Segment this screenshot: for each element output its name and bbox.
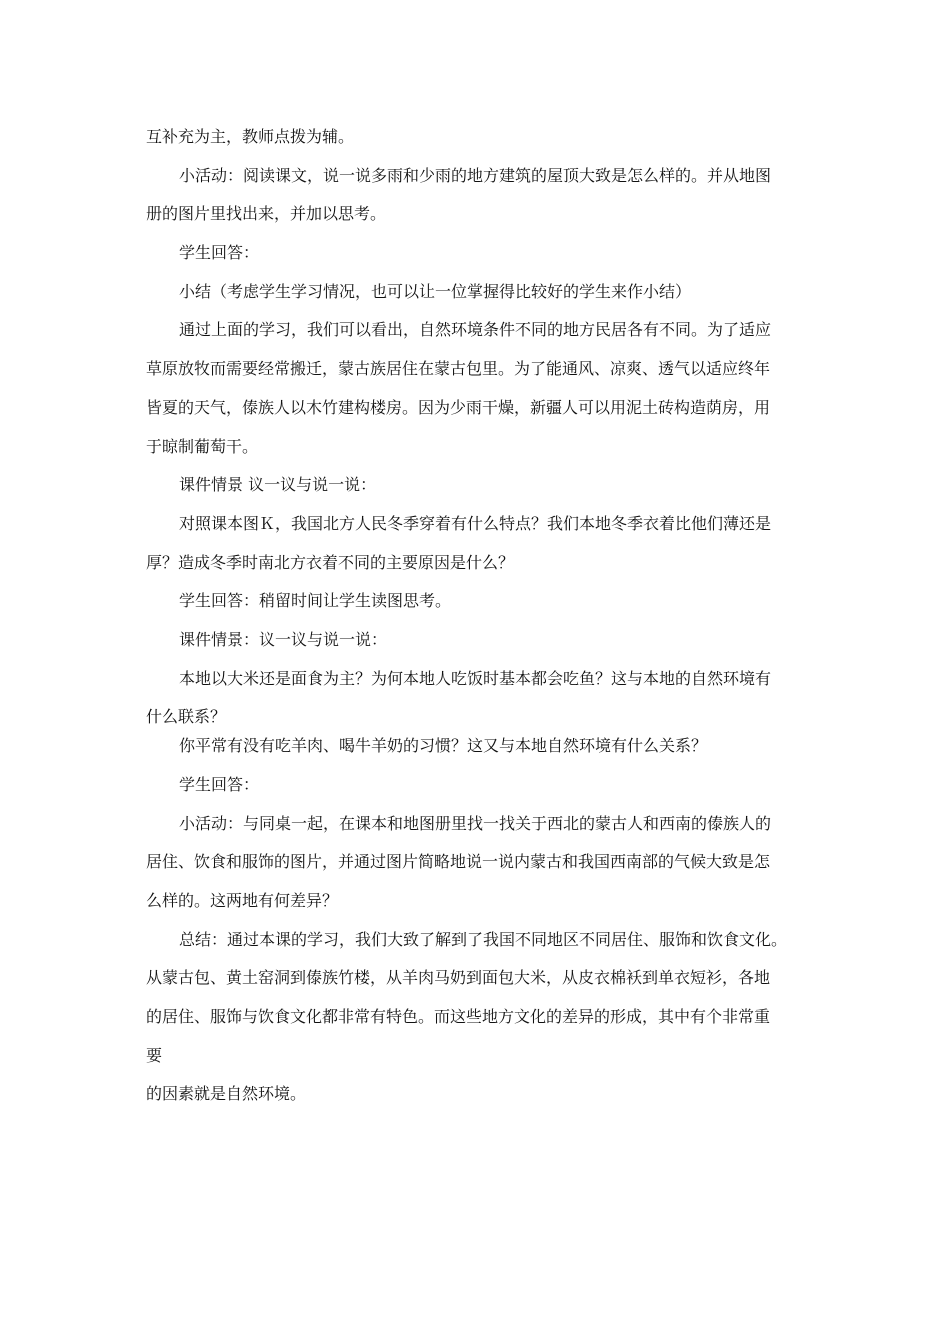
text-line: 皆夏的天气，傣族人以木竹建构楼房。因为少雨干燥，新疆人可以用泥土砖构造荫房，用	[146, 398, 771, 417]
text-line: 本地以大米还是面食为主？为何本地人吃饭时基本都会吃鱼？这与本地的自然环境有	[179, 669, 772, 688]
text-line: 学生回答：	[179, 243, 260, 262]
text-line: 从蒙古包、黄土窑洞到傣族竹楼，从羊肉马奶到面包大米，从皮衣棉袄到单衣短衫，各地	[146, 968, 771, 987]
text-line: 的因素就是自然环境。	[146, 1084, 307, 1103]
text-line: 草原放牧而需要经常搬迁，蒙古族居住在蒙古包里。为了能通风、凉爽、透气以适应终年	[146, 359, 771, 378]
text-line: 么样的。这两地有何差异？	[146, 891, 339, 910]
text-line: 学生回答：稍留时间让学生读图思考。	[179, 591, 452, 610]
text-line: 小活动：阅读课文，说一说多雨和少雨的地方建筑的屋顶大致是怎么样的。并从地图	[179, 166, 772, 185]
text-line: 要	[146, 1046, 163, 1065]
text-line: 小结（考虑学生学习情况，也可以让一位掌握得比较好的学生来作小结）	[179, 282, 692, 301]
text-line: 互补充为主，教师点拨为辅。	[146, 127, 355, 146]
text-line: 课件情景：议一议与说一说：	[179, 630, 388, 649]
text-line: 册的图片里找出来，并加以思考。	[146, 204, 387, 223]
text-line: 总结：通过本课的学习，我们大致了解到了我国不同地区不同居住、服饰和饮食文化。	[179, 930, 788, 949]
text-line: 学生回答：	[179, 775, 260, 794]
text-line: 你平常有没有吃羊肉、喝牛羊奶的习惯？这又与本地自然环境有什么关系？	[179, 736, 708, 755]
text-line: 课件情景 议一议与说一说：	[179, 475, 377, 494]
text-line: 对照课本图Ｋ，我国北方人民冬季穿着有什么特点？我们本地冬季衣着比他们薄还是	[179, 514, 772, 533]
text-line: 居住、饮食和服饰的图片，并通过图片简略地说一说内蒙古和我国西南部的气候大致是怎	[146, 852, 771, 871]
text-line: 厚？造成冬季时南北方衣着不同的主要原因是什么？	[146, 553, 515, 572]
text-line: 于晾制葡萄干。	[146, 437, 259, 456]
text-line: 的居住、服饰与饮食文化都非常有特色。而这些地方文化的差异的形成，其中有个非常重	[146, 1007, 771, 1026]
text-line: 什么联系？	[146, 707, 227, 726]
text-line: 通过上面的学习，我们可以看出，自然环境条件不同的地方民居各有不同。为了适应	[179, 320, 772, 339]
text-line: 小活动：与同桌一起，在课本和地图册里找一找关于西北的蒙古人和西南的傣族人的	[179, 814, 772, 833]
